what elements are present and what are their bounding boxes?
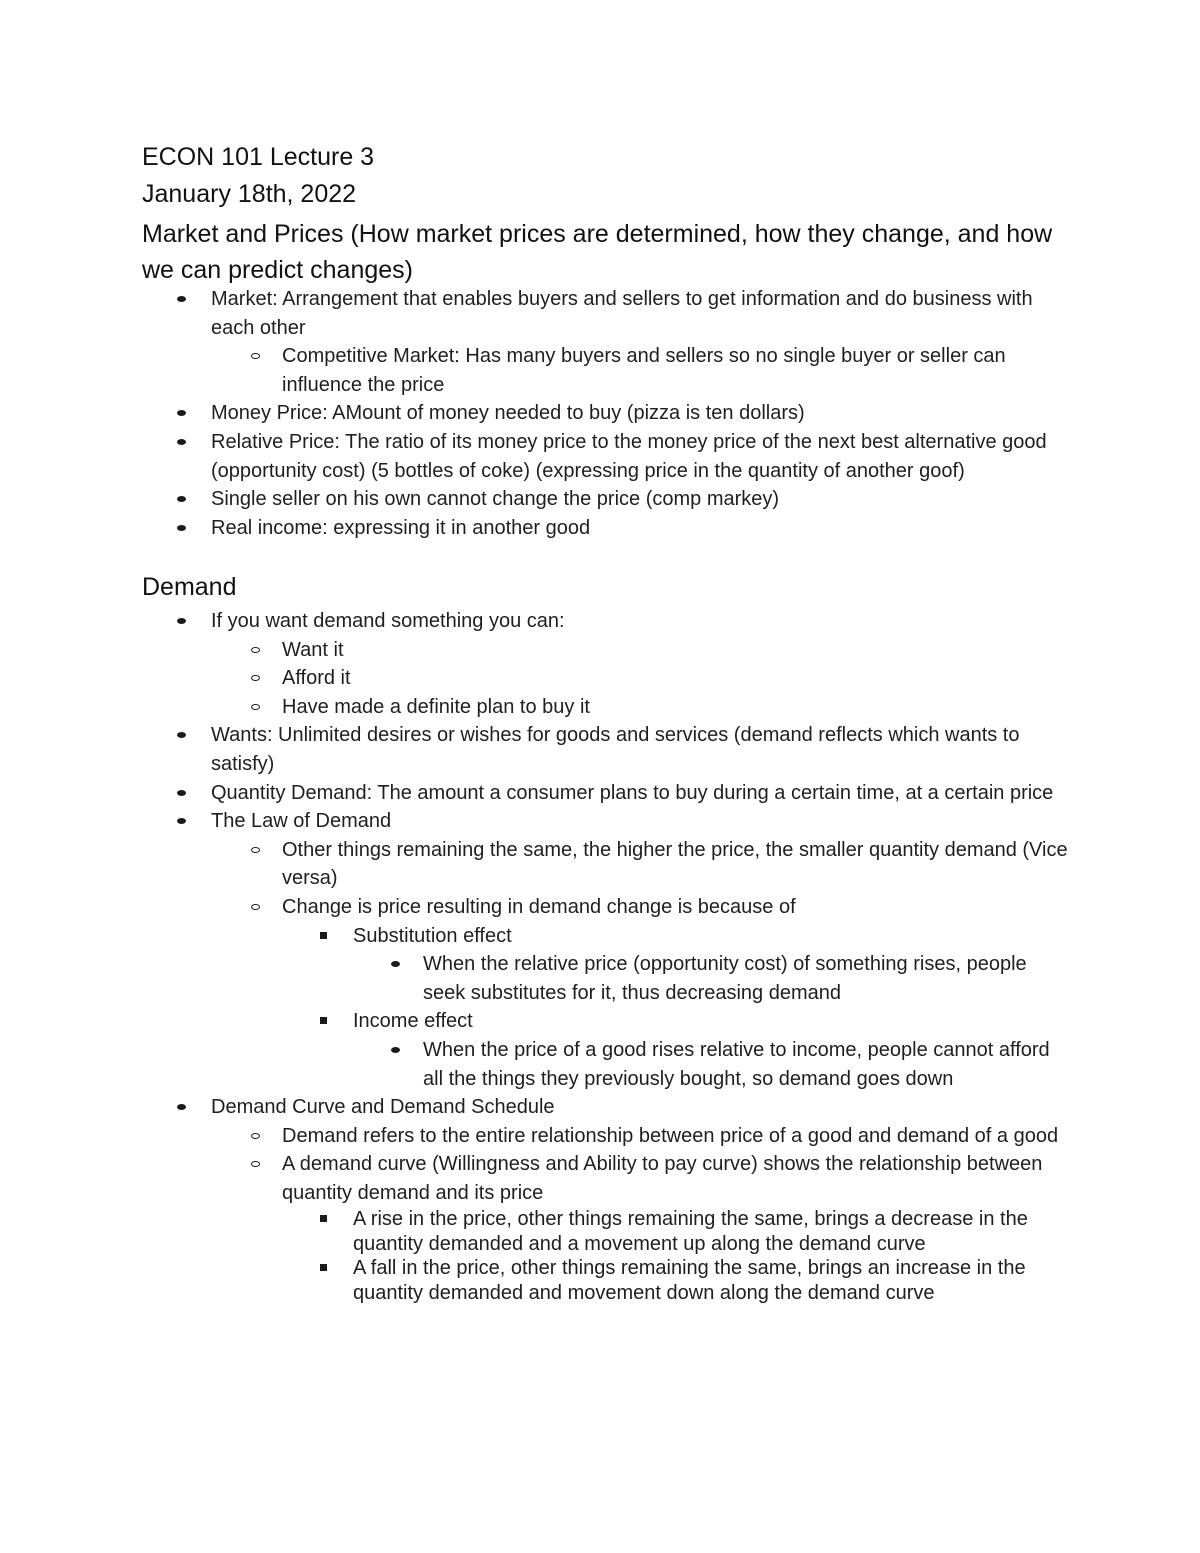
list-item-text: Market: Arrangement that enables buyers and sellers to get information and do business with each other	[211, 288, 1033, 339]
list-item	[0, 1122, 1082, 1151]
list-item	[0, 1207, 1073, 1256]
list-item-text: When the price of a good rises relative to income, people cannot afford all the things they previously bought, so demand goes down	[423, 1038, 1050, 1090]
bullet-dot-icon	[171, 399, 191, 427]
section-heading-market-and-prices: Market and Prices (How market prices are determined, how they change, and how we can predict changes)	[142, 220, 1053, 284]
lecture-date: January 18th, 2022	[142, 180, 357, 208]
bullet-dot-icon	[385, 1036, 405, 1064]
list-item	[0, 1256, 1073, 1305]
bullet-dot-icon	[385, 950, 405, 978]
list-item	[0, 779, 1081, 808]
list-item-text: Demand Curve and Demand Schedule	[211, 1096, 555, 1119]
list-item	[0, 399, 1081, 428]
list-item	[0, 485, 1081, 514]
list-item	[0, 664, 1082, 693]
bullet-square-icon	[313, 1207, 333, 1235]
list-item-text: A demand curve (Willingness and Ability to pay curve) shows the relationship between quantity demand and its price	[282, 1153, 1043, 1204]
bullet-dot-icon	[171, 607, 191, 635]
list-item-text: When the relative price (opportunity cost) of something rises, people seek substitutes for it, thus decreasing demand	[423, 953, 1027, 1004]
list-item	[0, 721, 1081, 778]
bullet-dot-icon	[171, 807, 191, 835]
list-item-text: Money Price: AMount of money needed to buy (pizza is ten dollars)	[211, 402, 805, 425]
bullet-ring-icon	[245, 664, 265, 692]
bullet-ring-icon	[245, 693, 265, 721]
bullet-dot-icon	[171, 285, 191, 313]
list-item-text: Other things remaining the same, the higher the price, the smaller quantity demand (Vice versa)	[282, 838, 1068, 890]
bullet-ring-icon	[245, 1122, 265, 1150]
list-item	[0, 950, 1073, 1007]
list-item-text: Have made a definite plan to buy it	[282, 695, 590, 718]
list-item	[0, 285, 1081, 342]
list-item	[0, 893, 1082, 922]
list-item	[0, 693, 1082, 722]
list-item-text: Afford it	[282, 667, 351, 690]
bullet-ring-icon	[245, 836, 265, 864]
list-item-text: Quantity Demand: The amount a consumer plans to buy during a certain time, at a certain price	[211, 781, 1054, 804]
list-item-text: The Law of Demand	[211, 810, 392, 833]
bullet-ring-icon	[245, 636, 265, 664]
list-item-text: Change is price resulting in demand change is because of	[282, 895, 796, 918]
list-item	[0, 1036, 1073, 1093]
list-item	[0, 514, 1081, 543]
list-item-text: A fall in the price, other things remaining the same, brings an increase in the quantity demanded and movement down along the demand curve	[353, 1257, 1026, 1304]
bullet-dot-icon	[171, 779, 191, 807]
list-item-text: Income effect	[353, 1010, 473, 1033]
list-item	[0, 836, 1082, 893]
list-item	[0, 807, 1081, 836]
bullet-ring-icon	[245, 342, 265, 370]
bullet-ring-icon	[245, 893, 265, 921]
list-item-text: Wants: Unlimited desires or wishes for goods and services (demand reflects which wants to satisfy)	[211, 724, 1020, 775]
bullet-dot-icon	[171, 485, 191, 513]
list-item	[0, 607, 1081, 636]
list-item-text: Relative Price: The ratio of its money price to the money price of the next best alternative good (opportunity cost) (5 bottles of coke) (expressing price in the quantity of another goof)	[211, 430, 1047, 482]
list-item-text: If you want demand something you can:	[211, 610, 565, 632]
demand-notes-list	[0, 607, 1082, 1305]
list-item	[0, 1007, 1073, 1036]
bullet-dot-icon	[171, 1093, 191, 1121]
list-item	[0, 342, 1082, 399]
page-title: ECON 101 Lecture 3	[142, 143, 375, 171]
list-item	[0, 428, 1081, 485]
bullet-square-icon	[313, 1256, 333, 1284]
section-heading-demand: Demand	[142, 573, 237, 601]
list-item	[0, 636, 1082, 665]
list-item-text: Real income: expressing it in another good	[211, 516, 591, 539]
bullet-dot-icon	[171, 428, 191, 456]
list-item	[0, 922, 1073, 951]
bullet-ring-icon	[245, 1150, 265, 1178]
list-item-text: Want it	[282, 638, 344, 661]
list-item-text: Single seller on his own cannot change the price (comp markey)	[211, 488, 780, 511]
bullet-square-icon	[313, 922, 333, 950]
bullet-square-icon	[313, 1007, 333, 1035]
bullet-dot-icon	[171, 721, 191, 749]
bullet-dot-icon	[171, 514, 191, 542]
list-item-text: A rise in the price, other things remaining the same, brings a decrease in the quantity demanded and a movement up along the demand curve	[353, 1208, 1028, 1255]
list-item	[0, 1093, 1081, 1122]
list-item-text: Competitive Market: Has many buyers and sellers so no single buyer or seller can influence the price	[282, 345, 1006, 396]
market-notes-list	[0, 285, 1082, 542]
list-item	[0, 1150, 1082, 1207]
list-item-text: Substitution effect	[353, 924, 512, 947]
list-item-text: Demand refers to the entire relationship between price of a good and demand of a good	[282, 1124, 1059, 1147]
